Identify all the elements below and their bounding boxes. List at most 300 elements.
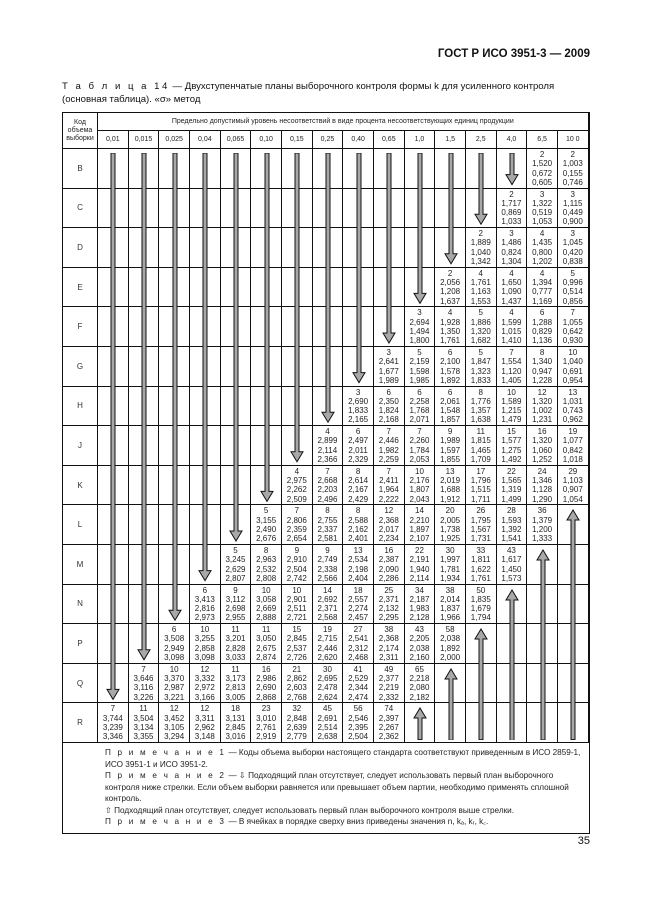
k-c: 2,768: [286, 692, 307, 702]
plan-cell: [251, 624, 282, 664]
sample-size-n: 2: [570, 150, 575, 159]
plan-cell: [497, 387, 528, 427]
down-arrow-icon: [137, 153, 151, 661]
k-c: 2,721: [286, 613, 307, 623]
k-r: 1,940: [409, 564, 430, 574]
k-a: 2,210: [409, 515, 430, 525]
up-arrow-icon: ⇧: [105, 805, 112, 815]
sample-size-n: 17: [476, 466, 486, 476]
k-a: 3,050: [256, 634, 277, 644]
plan-cell: [374, 545, 405, 585]
k-c: 1,499: [501, 494, 522, 504]
k-r: 2,490: [256, 524, 277, 534]
k-a: 1,989: [440, 436, 461, 446]
k-a: 3,311: [195, 713, 215, 723]
k-a: 2,986: [256, 674, 277, 684]
sample-size-code: Q: [63, 664, 98, 704]
plan-cell: [221, 664, 252, 704]
k-c: 2,779: [286, 732, 307, 742]
k-c: 2,457: [348, 613, 369, 623]
sampling-plan-table: [62, 112, 590, 834]
k-a: 2,963: [256, 555, 277, 565]
k-c: 2,286: [378, 573, 399, 583]
k-r: 2,669: [256, 604, 277, 614]
plan-cell: [282, 664, 313, 704]
k-c: 2,114: [409, 573, 430, 583]
sample-size-n: 8: [478, 387, 483, 397]
k-a: 2,901: [286, 594, 307, 604]
k-r: 0,829: [532, 326, 553, 336]
sample-size-n: 30: [445, 546, 455, 555]
k-r: 2,816: [194, 604, 215, 614]
sample-size-n: 5: [263, 506, 269, 516]
k-r: 2,603: [286, 683, 307, 693]
plan-cell: [313, 545, 344, 585]
k-a: 3,332: [194, 674, 215, 684]
k-c: 2,468: [348, 653, 369, 663]
sample-size-n: 21: [292, 664, 302, 674]
aql-column-header: 0,015: [129, 131, 160, 149]
sample-size-n: 6: [417, 387, 422, 397]
k-c: 3,346: [102, 732, 123, 742]
k-a: 2,668: [317, 476, 338, 486]
aql-column-header: 0,10: [251, 131, 282, 149]
k-c: 3,355: [133, 732, 154, 742]
k-r: 2,511: [287, 604, 307, 614]
k-r: 1,964: [378, 485, 399, 495]
plan-cell: [558, 228, 589, 268]
k-r: 1,002: [532, 406, 553, 416]
k-c: 2,868: [256, 692, 277, 702]
aql-column-header: 0,25: [313, 131, 344, 149]
k-a: 1,599: [501, 317, 522, 327]
down-arrow-icon: [106, 153, 120, 700]
plan-cell: [497, 268, 528, 308]
sample-size-code: H: [63, 387, 98, 427]
k-r: 1,128: [532, 485, 553, 495]
k-c: 2,168: [378, 415, 399, 425]
plan-cell: [313, 624, 344, 664]
sample-size-code: L: [63, 505, 98, 545]
k-c: 2,329: [348, 455, 369, 465]
sample-size-n: 7: [325, 466, 330, 476]
k-a: 2,371: [378, 594, 399, 604]
k-c: 1,054: [562, 494, 583, 504]
note-2-up-text: Подходящий план отсутствует, следует использовать первый план выборочного контроля выше стрелки.: [111, 805, 515, 815]
plan-cell: [282, 505, 313, 545]
k-a: 2,546: [348, 713, 369, 723]
up-arrow-icon: [413, 707, 427, 740]
k-r: 2,858: [194, 643, 215, 653]
k-c: 3,221: [164, 692, 185, 702]
plan-cell: [251, 505, 282, 545]
plan-cell: [405, 545, 436, 585]
plan-cell: [558, 268, 589, 308]
sample-size-code: M: [63, 545, 98, 585]
plan-cell: [374, 466, 405, 506]
k-r: 1,090: [501, 287, 522, 297]
k-r: 1,040: [470, 247, 491, 257]
k-c: 1,033: [501, 217, 522, 227]
sample-size-n: 43: [415, 625, 424, 635]
k-a: 2,019: [440, 476, 461, 486]
sample-size-code: F: [63, 307, 98, 347]
plan-cell: [251, 664, 282, 704]
aql-column-header: 2,5: [466, 131, 497, 149]
sample-size-n: 9: [233, 585, 238, 595]
k-r: 0,947: [532, 366, 553, 376]
k-a: 2,038: [440, 634, 461, 644]
k-c: 2,807: [225, 573, 246, 583]
plan-cell: [405, 624, 436, 664]
k-a: 1,593: [501, 515, 522, 525]
k-a: 2,191: [409, 555, 430, 565]
k-r: 1,060: [532, 445, 553, 455]
plan-cell: [527, 189, 558, 229]
k-c: 1,855: [440, 455, 461, 465]
k-a: 0,996: [562, 278, 583, 288]
sample-size-n: 16: [384, 546, 394, 555]
k-r: 1,515: [470, 485, 491, 495]
sample-size-n: 32: [292, 704, 302, 714]
plan-cell: [374, 624, 405, 664]
k-c: 2,401: [348, 534, 369, 544]
sample-size-n: 12: [384, 506, 394, 516]
k-r: 2,845: [225, 722, 246, 732]
plan-cell: [190, 703, 221, 743]
plan-cell: [405, 466, 436, 506]
plan-cell: [282, 703, 313, 743]
plan-cell: [374, 703, 405, 743]
sample-size-n: 16: [537, 427, 547, 437]
sample-size-n: 10: [506, 387, 516, 397]
k-a: 2,187: [409, 594, 430, 604]
k-r: 1,450: [501, 564, 522, 574]
plan-cell: [405, 387, 436, 427]
k-a: 1,486: [501, 238, 522, 248]
k-c: 1,892: [440, 375, 461, 385]
plan-cell: [374, 585, 405, 625]
plan-cell: [497, 505, 528, 545]
k-c: 1,405: [501, 375, 522, 385]
k-a: 1,928: [440, 317, 461, 327]
k-a: 1,040: [562, 357, 583, 367]
sample-size-n: 28: [506, 506, 516, 516]
plan-cell: [159, 624, 190, 664]
k-r: 1,622: [470, 564, 491, 574]
k-a: 3,646: [133, 674, 154, 684]
sample-size-n: 5: [417, 348, 422, 357]
note-3-label: П р и м е ч а н и е 3: [105, 817, 227, 826]
k-c: 2,509: [286, 494, 307, 504]
sample-size-n: 5: [570, 268, 575, 278]
k-r: 2,698: [225, 604, 246, 614]
k-c: 1,925: [440, 534, 461, 544]
k-r: 1,781: [440, 564, 461, 574]
plan-cell: [466, 268, 497, 308]
plan-cell: [527, 307, 558, 347]
sample-size-n: 14: [415, 506, 424, 516]
k-r: 1,465: [470, 445, 491, 455]
k-a: 3,255: [194, 634, 215, 644]
plan-cell: [221, 545, 252, 585]
k-a: 3,201: [225, 634, 246, 644]
k-a: 3,173: [225, 674, 246, 684]
k-r: 1,833: [348, 406, 369, 416]
k-r: 0,449: [562, 208, 583, 218]
k-c: 3,005: [225, 692, 246, 702]
k-a: 1,811: [471, 555, 491, 565]
sample-size-n: 43: [506, 546, 516, 555]
sample-size-n: 29: [568, 466, 578, 476]
k-r: 0,824: [501, 247, 522, 257]
k-c: 2,295: [378, 613, 399, 623]
k-r: 2,090: [378, 564, 399, 574]
k-c: 1,290: [532, 494, 553, 504]
sample-size-n: 15: [292, 625, 302, 635]
plan-cell: [466, 466, 497, 506]
k-a: 2,176: [409, 476, 430, 486]
k-c: 1,252: [532, 455, 553, 465]
k-r: 0,800: [532, 247, 553, 257]
k-a: 3,744: [102, 713, 123, 723]
k-r: 0,642: [562, 326, 583, 336]
k-r: 2,537: [286, 643, 307, 653]
plan-cell: [313, 426, 344, 466]
k-r: 1,275: [501, 445, 522, 455]
k-c: 0,746: [562, 177, 583, 187]
note-3: [69, 816, 583, 828]
down-arrow-icon: [168, 153, 182, 621]
k-c: 2,504: [348, 732, 369, 742]
k-c: 3,226: [133, 692, 154, 702]
k-r: 1,677: [378, 366, 399, 376]
sample-size-n: 6: [355, 427, 361, 437]
plan-cell: [282, 545, 313, 585]
k-r: 2,011: [348, 445, 368, 455]
sample-size-code: K: [63, 466, 98, 506]
sample-size-n: 10: [415, 466, 424, 476]
sample-size-n: 4: [509, 268, 514, 278]
plan-cell: [435, 268, 466, 308]
sample-size-n: 8: [355, 466, 361, 476]
k-a: 2,715: [317, 634, 338, 644]
k-r: 1,319: [501, 485, 522, 495]
k-c: 0,900: [562, 217, 583, 227]
k-c: 2,222: [378, 494, 399, 504]
k-a: 2,061: [440, 396, 461, 406]
plan-cell: [527, 387, 558, 427]
k-c: 1,228: [532, 375, 553, 385]
k-a: 2,806: [286, 515, 307, 525]
k-r: 2,337: [317, 524, 338, 534]
k-c: 2,332: [378, 692, 399, 702]
k-r: 2,262: [286, 485, 307, 495]
sample-size-n: 4: [539, 268, 545, 278]
plan-cell: [435, 466, 466, 506]
k-c: 2,043: [409, 494, 430, 504]
k-c: 1,857: [440, 415, 461, 425]
k-r: 2,813: [225, 683, 246, 693]
plan-cell: [282, 466, 313, 506]
k-c: 1,709: [470, 455, 491, 465]
k-r: 1,357: [470, 406, 491, 416]
down-arrow-icon: [444, 153, 458, 265]
plan-cell: [313, 703, 344, 743]
k-r: 3,105: [164, 722, 185, 732]
plan-cell: [466, 426, 497, 466]
k-c: 3,098: [194, 653, 215, 663]
k-a: 2,755: [317, 515, 338, 525]
sample-size-n: 18: [353, 585, 363, 595]
down-arrow-icon: [505, 153, 519, 186]
k-c: 2,566: [317, 573, 338, 583]
note-1: [69, 747, 583, 770]
k-a: 1,847: [470, 357, 491, 367]
sample-size-code: J: [63, 426, 98, 466]
k-c: 2,429: [348, 494, 369, 504]
down-arrow-icon: [474, 153, 488, 225]
plan-cell: [558, 387, 589, 427]
k-r: 2,203: [317, 485, 338, 495]
k-r: 2,198: [348, 564, 369, 574]
k-c: 1,711: [471, 494, 491, 504]
up-arrow-icon: [536, 549, 550, 740]
sample-size-n: 18: [231, 704, 240, 714]
plan-cell: [313, 585, 344, 625]
k-r: 1,679: [470, 604, 491, 614]
table-caption-text: — Двухступенчатые планы выборочного контроля формы k для усиленного контроля (основная таблица). «σ» метод: [62, 81, 555, 105]
sample-size-code: C: [63, 189, 98, 229]
k-a: 2,014: [440, 594, 461, 604]
k-a: 2,694: [409, 317, 430, 327]
plan-cell: [405, 505, 436, 545]
sample-size-n: 33: [476, 546, 486, 555]
plan-cell: [466, 228, 497, 268]
plan-cell: [435, 426, 466, 466]
k-c: 1,492: [501, 455, 522, 465]
plan-cell: [343, 426, 374, 466]
k-a: 2,218: [409, 674, 430, 684]
k-r: 2,338: [317, 564, 338, 574]
k-r: 1,215: [501, 406, 522, 416]
k-r: 1,350: [440, 326, 461, 336]
k-c: 0,962: [562, 415, 583, 425]
k-r: 0,519: [532, 208, 553, 218]
plan-cell: [343, 505, 374, 545]
plan-cell: [497, 307, 528, 347]
plan-cell: [527, 347, 558, 387]
plan-cell: [313, 505, 344, 545]
k-a: 3,370: [164, 674, 185, 684]
k-c: 2,742: [286, 573, 307, 583]
k-a: 1,115: [563, 198, 583, 208]
sample-size-n: 19: [568, 427, 578, 437]
sample-size-n: 20: [445, 506, 455, 516]
k-r: 1,548: [440, 406, 461, 416]
plan-cell: [343, 664, 374, 704]
sample-size-n: 58: [445, 625, 455, 635]
k-c: 2,234: [378, 534, 399, 544]
k-a: 2,910: [286, 555, 307, 565]
k-r: 2,312: [348, 643, 369, 653]
plan-cell: [313, 466, 344, 506]
down-arrow-icon: [352, 153, 366, 384]
sample-size-n: 11: [261, 625, 271, 635]
k-r: 1,597: [440, 445, 461, 455]
sample-size-n: 30: [323, 664, 332, 674]
sample-size-n: 3: [570, 229, 575, 239]
sample-size-n: 3: [570, 189, 575, 199]
plan-cell: [558, 466, 589, 506]
sample-size-n: 8: [263, 546, 269, 555]
down-arrow-icon: [198, 153, 212, 582]
k-a: 1,815: [470, 436, 491, 446]
document-id: ГОСТ Р ИСО 3951-3 — 2009: [437, 48, 590, 60]
table-caption-label: Т а б л и ц а 14: [62, 81, 170, 92]
aql-column-header: 10 0: [558, 131, 589, 149]
k-r: 2,972: [194, 683, 215, 693]
aql-column-header: 0,065: [221, 131, 252, 149]
k-r: 3,239: [102, 722, 123, 732]
plan-cell: [405, 426, 436, 466]
k-r: 1,200: [532, 524, 553, 534]
k-r: 2,514: [317, 722, 338, 732]
k-r: 1,392: [501, 524, 522, 534]
down-arrow-icon: [229, 153, 243, 542]
plan-cell: [374, 347, 405, 387]
k-c: 2,071: [409, 415, 430, 425]
plan-cell: [343, 585, 374, 625]
k-r: 1,323: [470, 366, 491, 376]
note-2-up: [69, 805, 583, 817]
k-r: 2,080: [409, 683, 430, 693]
sample-size-n: 5: [233, 546, 238, 555]
sample-size-n: 13: [445, 466, 455, 476]
plan-cell: [374, 426, 405, 466]
k-c: 2,000: [440, 653, 461, 663]
k-a: 1,577: [501, 436, 522, 446]
sample-size-n: 11: [231, 625, 240, 635]
down-arrow-icon: [290, 153, 304, 463]
sample-size-n: 36: [537, 506, 547, 516]
note-1-label: П р и м е ч а н и е 1: [105, 748, 227, 757]
sample-size-n: 10: [261, 585, 271, 595]
k-c: 1,231: [532, 415, 553, 425]
plan-cell: [129, 703, 160, 743]
k-c: 1,800: [409, 336, 430, 346]
k-a: 1,796: [470, 476, 491, 486]
down-arrow-icon: [321, 153, 335, 423]
k-a: 2,100: [440, 357, 461, 367]
plan-cell: [435, 387, 466, 427]
plan-cell: [405, 347, 436, 387]
sample-size-n: 10: [169, 664, 179, 674]
sample-size-n: 3: [355, 387, 361, 397]
sample-size-n: 34: [415, 585, 424, 595]
k-a: 1,717: [501, 198, 522, 208]
k-a: 1,520: [532, 159, 553, 169]
code-column-header: Код объема выборки: [63, 113, 98, 149]
k-r: 1,892: [440, 643, 461, 653]
k-r: 0,691: [562, 366, 583, 376]
k-a: 2,557: [348, 594, 369, 604]
k-a: 1,394: [532, 278, 553, 288]
sample-size-code: N: [63, 585, 98, 625]
k-c: 0,838: [562, 257, 583, 267]
k-r: 2,949: [164, 643, 185, 653]
k-a: 1,346: [532, 476, 553, 486]
